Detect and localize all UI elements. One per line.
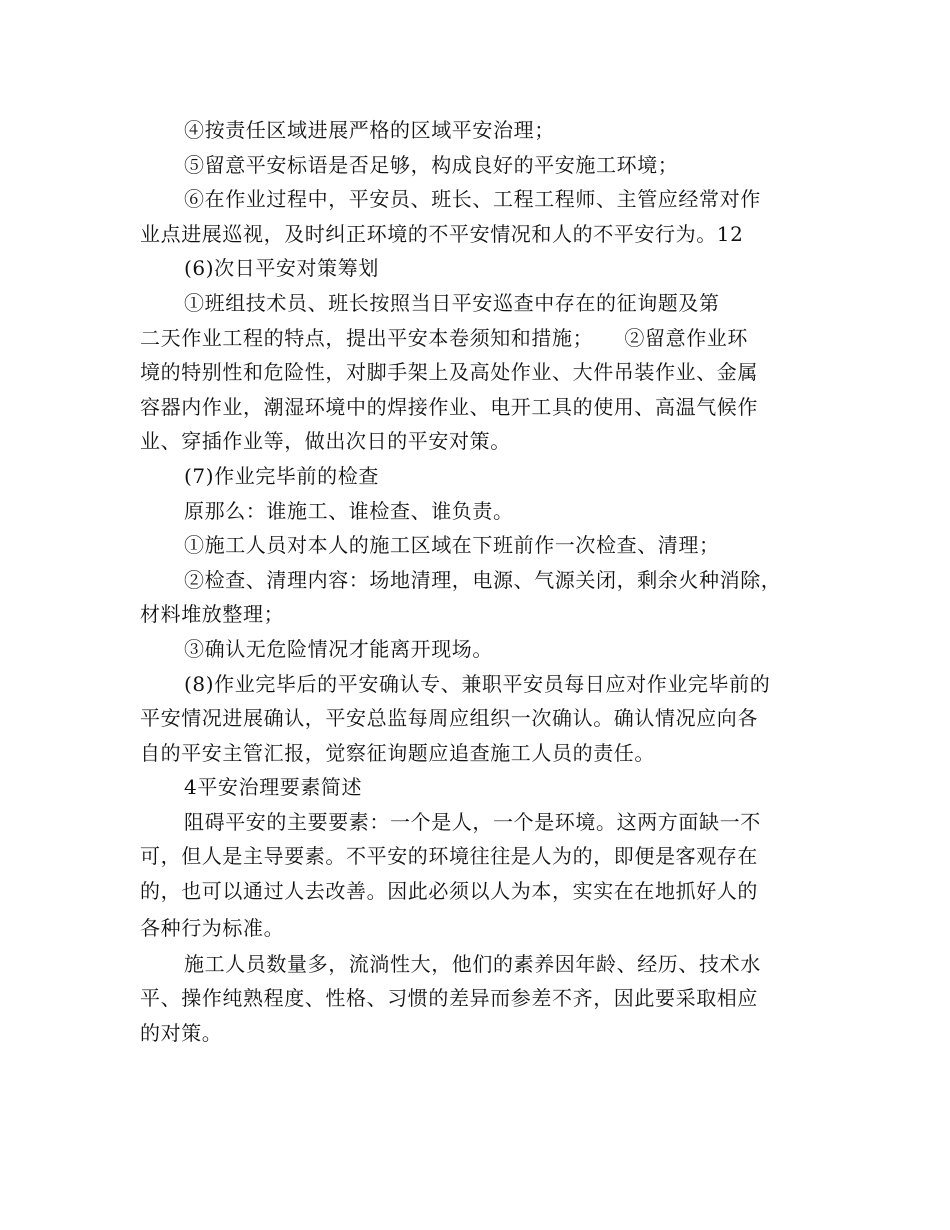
text-line: 可，但人是主导要素。不平安的环境往往是人为的，即便是客观存在 xyxy=(140,844,758,869)
text-line: 二天作业工程的特点，提出平安本卷须知和措施； ②留意作业环 xyxy=(140,325,748,350)
text-line: ①施工人员对本人的施工区域在下班前作一次检查、清理； xyxy=(184,533,720,558)
text-line: ①班组技术员、班长按照当日平安巡查中存在的征询题及第 xyxy=(184,290,720,315)
document-page xyxy=(140,113,830,1050)
text-line: ⑥在作业过程中，平安员、班长、工程工程师、主管应经常对作 xyxy=(184,187,761,212)
text-line: 业点进展巡视，及时纠正环境的不平安情况和人的不平安行为。12 xyxy=(140,221,744,246)
section-heading: (7)作业完毕前的检查 xyxy=(184,463,379,488)
text-line: 阻碍平安的主要要素：一个是人，一个是环境。这两方面缺一不 xyxy=(184,809,761,834)
text-line: 的，也可以通过人去改善。因此必须以人为本，实实在在地抓好人的 xyxy=(140,879,758,904)
text-line: ⑤留意平安标语是否足够，构成良好的平安施工环境； xyxy=(184,152,679,177)
text-line: 平、操作纯熟程度、性格、习惯的差异而参差不齐，因此要采取相应 xyxy=(140,986,758,1011)
text-line: 平安情况进展确认，平安总监每周应组织一次确认。确认情况应向各 xyxy=(140,706,758,731)
text-line: 各种行为标准。 xyxy=(140,915,285,940)
section-heading: 4平安治理要素简述 xyxy=(184,775,363,800)
section-heading: (8)作业完毕后的平安确认专、兼职平安员每日应对作业完毕前的 xyxy=(184,671,771,696)
text-line: 境的特别性和危险性，对脚手架上及高处作业、大件吊装作业、金属 xyxy=(140,360,758,385)
text-line: 业、穿插作业等，做出次日的平安对策。 xyxy=(140,429,511,454)
text-line: 原那么：谁施工、谁检查、谁负责。 xyxy=(184,498,514,523)
text-line: ④按责任区域进展严格的区域平安治理； xyxy=(184,118,555,142)
section-heading: (6)次日平安对策筹划 xyxy=(184,256,379,281)
text-line: 施工人员数量多，流淌性大，他们的素养因年龄、经历、技术水 xyxy=(184,951,761,976)
text-line: 材料堆放整理； xyxy=(140,602,285,627)
text-line: 的对策。 xyxy=(140,1020,223,1045)
text-line: ③确认无危险情况才能离开现场。 xyxy=(184,636,493,661)
text-line: 自的平安主管汇报，觉察征询题应追查施工人员的责任。 xyxy=(140,740,655,765)
text-line: ②检查、清理内容：场地清理，电源、气源关闭，剩余火种消除， xyxy=(184,567,782,592)
text-line: 容器内作业，潮湿环境中的焊接作业、电开工具的使用、高温气候作 xyxy=(140,394,758,419)
